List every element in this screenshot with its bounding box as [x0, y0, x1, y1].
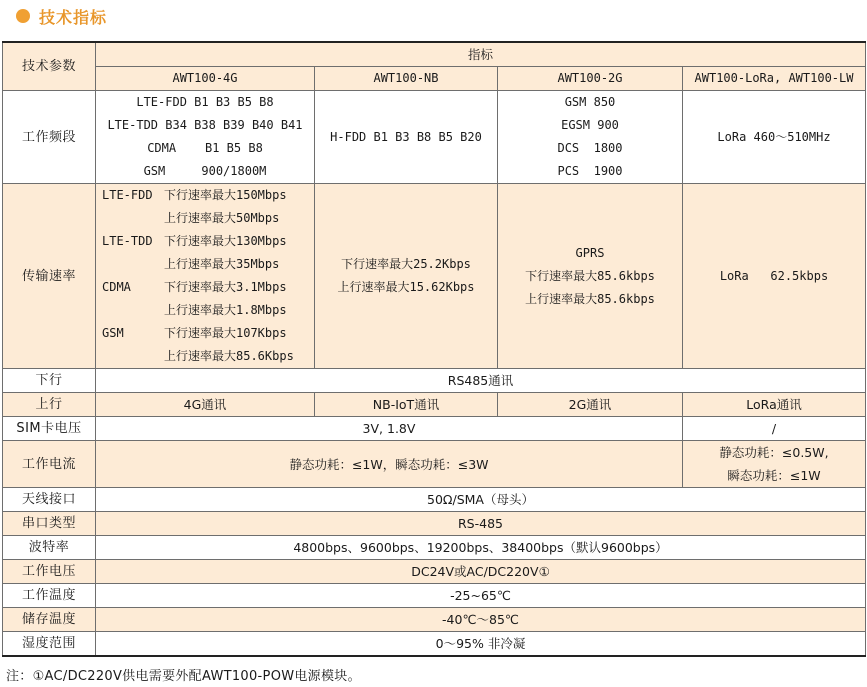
baud-label: 波特率: [3, 536, 96, 560]
uplink-label: 上行: [3, 393, 96, 417]
rate-2g-line: GPRS: [575, 245, 605, 260]
rate-4g: [96, 184, 315, 369]
temp-row: [3, 584, 866, 608]
band-row: [3, 91, 866, 184]
sim-label: SIM卡电压: [3, 417, 96, 441]
uplink-nb: NB-IoT通讯: [315, 393, 498, 417]
humidity-row: [3, 632, 866, 657]
sim-lora: /: [683, 417, 866, 441]
antenna-value: 50Ω/SMA（母头）: [96, 488, 866, 512]
header-param: 技术参数: [3, 42, 96, 91]
rate-4g-item: [102, 207, 312, 230]
band-4g-line: GSM 900/1800M: [143, 164, 267, 178]
rate-2g: [498, 184, 683, 369]
band-2g-line: DCS 1800: [557, 141, 623, 155]
rate-tag: [102, 207, 164, 230]
downlink-label: 下行: [3, 369, 96, 393]
rate-value: 上行速率最大50Mbps: [164, 211, 280, 225]
rate-2g-line: 下行速率最大85.6kbps: [525, 268, 655, 283]
header-indicator: 指标: [96, 42, 866, 67]
current-lora-line: 瞬态功耗：≤1W: [727, 468, 821, 483]
section-heading: [5, 4, 107, 28]
rate-4g-item: [102, 230, 312, 253]
serial-value: RS-485: [96, 512, 866, 536]
antenna-row: [3, 488, 866, 512]
model-4g: AWT100-4G: [96, 67, 315, 91]
header-row-1: [3, 42, 866, 67]
serial-label: 串口类型: [3, 512, 96, 536]
rate-nb-line: 上行速率最大15.62Kbps: [337, 280, 475, 294]
band-label: 工作频段: [3, 91, 96, 184]
band-4g-line: CDMA B1 B5 B8: [147, 141, 263, 155]
footnote: 注：①AC/DC220V供电需要外配AWT100-POW电源模块。: [6, 669, 361, 684]
rate-tag: LTE-FDD: [102, 188, 153, 202]
heading-title: 技术指标: [39, 7, 108, 27]
rate-2g-line: 上行速率最大85.6kbps: [525, 291, 655, 306]
band-2g: [498, 91, 683, 184]
rate-tag: [102, 299, 164, 322]
downlink-value: RS485通讯: [96, 369, 866, 393]
band-4g-line: LTE-FDD B1 B3 B5 B8: [136, 95, 274, 109]
band-2g-line: PCS 1900: [557, 164, 623, 178]
rate-tag: GSM: [102, 326, 124, 340]
baud-row: [3, 536, 866, 560]
current-value: 静态功耗：≤1W，瞬态功耗：≤3W: [96, 441, 683, 488]
storage-value: -40℃～85℃: [96, 608, 866, 632]
current-lora-line: 静态功耗：≤0.5W,: [719, 445, 829, 460]
voltage-label: 工作电压: [3, 560, 96, 584]
humidity-value: 0～95% 非冷凝: [96, 632, 866, 657]
band-nb: H-FDD B1 B3 B8 B5 B20: [315, 91, 498, 184]
rate-4g-item: [102, 184, 312, 207]
uplink-lora: LoRa通讯: [683, 393, 866, 417]
sim-value: 3V, 1.8V: [96, 417, 683, 441]
rate-value: 上行速率最大35Mbps: [164, 257, 280, 271]
uplink-row: [3, 393, 866, 417]
rate-label: 传输速率: [3, 184, 96, 369]
rate-nb-line: 下行速率最大25.2Kbps: [341, 257, 471, 271]
rate-value: 上行速率最大85.6Kbps: [164, 349, 294, 363]
rate-tag: CDMA: [102, 280, 131, 294]
rate-tag: [102, 253, 164, 276]
spec-table: [2, 41, 866, 657]
serial-row: [3, 512, 866, 536]
sim-row: [3, 417, 866, 441]
band-2g-line: EGSM 900: [561, 118, 619, 132]
storage-label: 储存温度: [3, 608, 96, 632]
rate-tag: [102, 345, 164, 368]
band-2g-line: GSM 850: [564, 95, 616, 109]
rate-4g-item: [102, 253, 312, 276]
rate-row: [3, 184, 866, 369]
uplink-2g: 2G通讯: [498, 393, 683, 417]
rate-value: 下行速率最大130Mbps: [164, 234, 287, 248]
voltage-row: [3, 560, 866, 584]
model-lora: AWT100-LoRa, AWT100-LW: [683, 67, 866, 91]
rate-value: 下行速率最大150Mbps: [164, 188, 287, 202]
model-nb: AWT100-NB: [315, 67, 498, 91]
antenna-label: 天线接口: [3, 488, 96, 512]
band-4g: [96, 91, 315, 184]
rate-4g-item: [102, 276, 312, 299]
model-2g: AWT100-2G: [498, 67, 683, 91]
current-label: 工作电流: [3, 441, 96, 488]
band-lora: LoRa 460～510MHz: [683, 91, 866, 184]
rate-nb: [315, 184, 498, 369]
baud-value: 4800bps、9600bps、19200bps、38400bps（默认9600bps）: [96, 536, 866, 560]
temp-value: -25~65℃: [96, 584, 866, 608]
temp-label: 工作温度: [3, 584, 96, 608]
storage-row: [3, 608, 866, 632]
band-4g-line: LTE-TDD B34 B38 B39 B40 B41: [107, 118, 303, 132]
rate-value: 上行速率最大1.8Mbps: [164, 303, 287, 317]
header-row-2: [3, 67, 866, 91]
rate-4g-item: [102, 322, 312, 345]
bullet-dot-icon: [16, 9, 30, 23]
rate-4g-item: [102, 299, 312, 322]
rate-lora: LoRa 62.5kbps: [683, 184, 866, 369]
downlink-row: [3, 369, 866, 393]
rate-value: 下行速率最大3.1Mbps: [164, 280, 287, 294]
rate-value: 下行速率最大107Kbps: [164, 326, 287, 340]
humidity-label: 湿度范围: [3, 632, 96, 657]
rate-4g-item: [102, 345, 312, 368]
uplink-4g: 4G通讯: [96, 393, 315, 417]
current-lora: [683, 441, 866, 488]
voltage-value: DC24V或AC/DC220V①: [96, 560, 866, 584]
current-row: [3, 441, 866, 488]
rate-tag: LTE-TDD: [102, 234, 153, 248]
